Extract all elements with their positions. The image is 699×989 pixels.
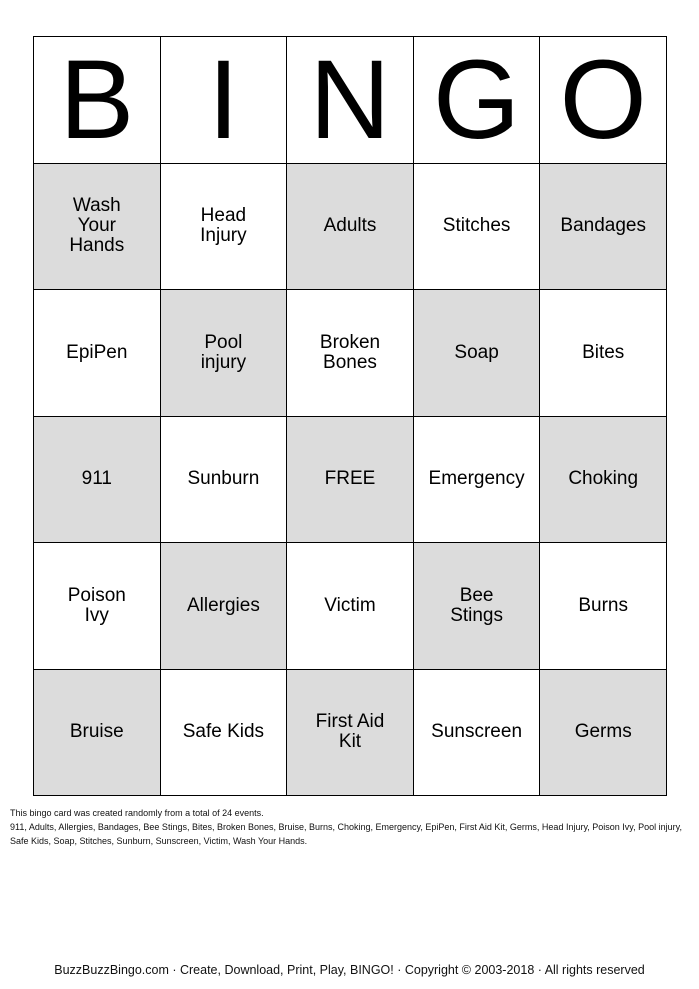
card-generation-note (10, 806, 692, 848)
bingo-cell: Stitches (414, 164, 541, 291)
bingo-cell: Broken Bones (287, 290, 414, 417)
bingo-cell: First Aid Kit (287, 670, 414, 797)
bingo-cell: Germs (540, 670, 667, 797)
header-letter-b: B (34, 37, 161, 164)
bingo-cell: Allergies (161, 543, 288, 670)
bingo-cell: Victim (287, 543, 414, 670)
bingo-cell: Sunscreen (414, 670, 541, 797)
note-summary: This bingo card was created randomly from a total of 24 events. (10, 808, 264, 818)
bingo-cell: Poison Ivy (34, 543, 161, 670)
bingo-cell: Bites (540, 290, 667, 417)
bingo-cell: Bruise (34, 670, 161, 797)
bingo-cell: Bandages (540, 164, 667, 291)
bingo-cell: Pool injury (161, 290, 288, 417)
bingo-cell: Emergency (414, 417, 541, 544)
note-event-list: 911, Adults, Allergies, Bandages, Bee Stings, Bites, Broken Bones, Bruise, Burns, Choking, Emergency, EpiPen, First Aid Kit, Germs, Head Injury, Poison Ivy, Pool injury, Safe Kids, Soap, Stitches, Sunburn, Sunscreen, Victim, Wash Your Hands. (10, 822, 682, 846)
free-space-cell: FREE (287, 417, 414, 544)
bingo-cell: Bee Stings (414, 543, 541, 670)
bingo-cell: Adults (287, 164, 414, 291)
bingo-cell: Wash Your Hands (34, 164, 161, 291)
bingo-cell: Choking (540, 417, 667, 544)
bingo-cell: Burns (540, 543, 667, 670)
header-letter-n: N (287, 37, 414, 164)
bingo-cell: EpiPen (34, 290, 161, 417)
bingo-cell: Sunburn (161, 417, 288, 544)
header-letter-g: G (414, 37, 541, 164)
header-letter-i: I (161, 37, 288, 164)
bingo-cell: Safe Kids (161, 670, 288, 797)
site-credit: BuzzBuzzBingo.com · Create, Download, Print, Play, BINGO! · Copyright © 2003-2018 · All rights reserved (54, 963, 645, 977)
bingo-cell: Soap (414, 290, 541, 417)
bingo-cell: Head Injury (161, 164, 288, 291)
bingo-card (33, 36, 667, 796)
bingo-cell: 911 (34, 417, 161, 544)
header-letter-o: O (540, 37, 667, 164)
